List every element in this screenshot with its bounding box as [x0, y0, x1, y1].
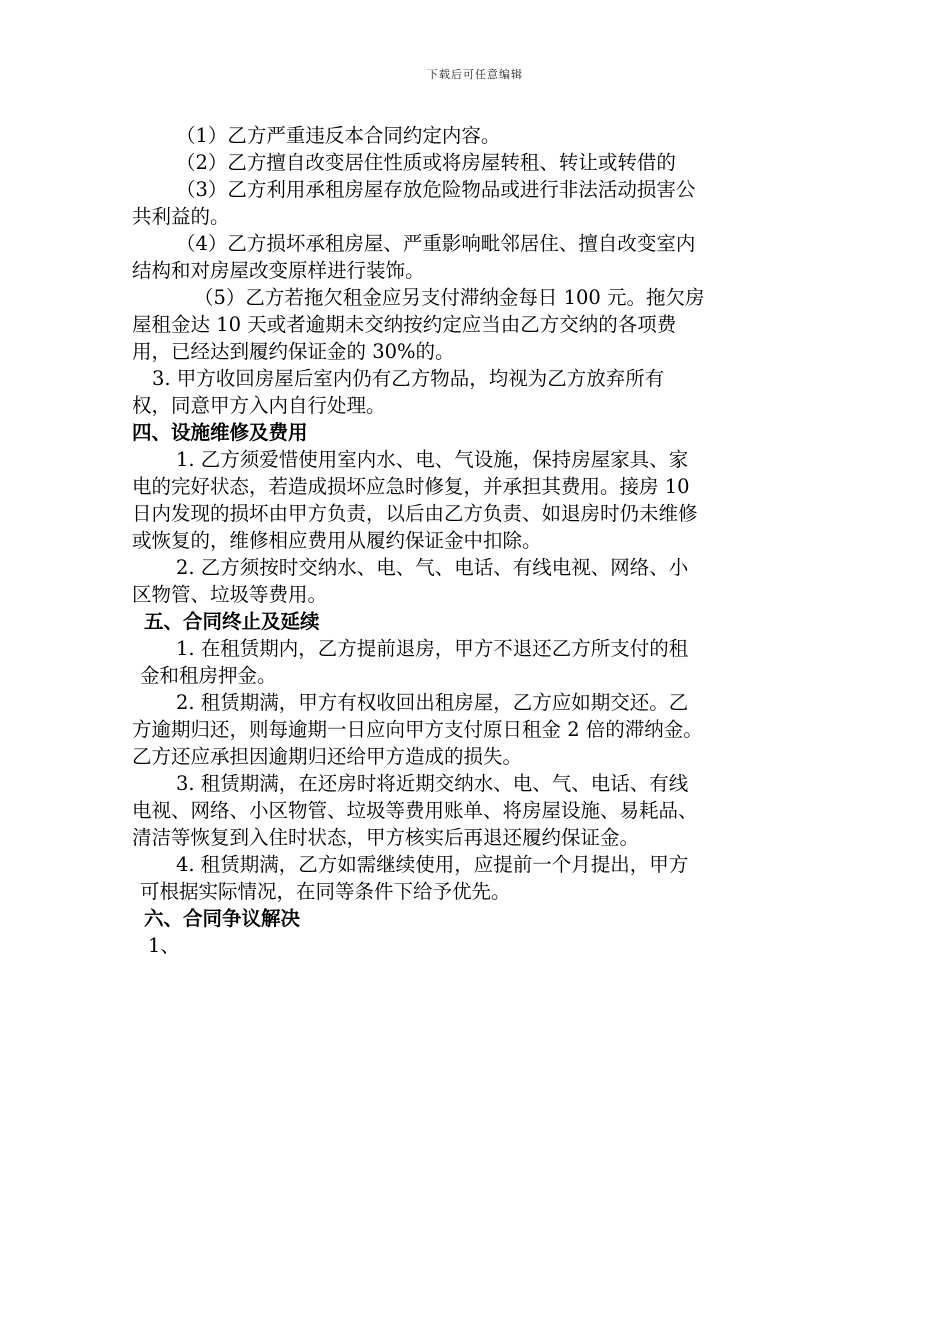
clause-line: 清洁等恢复到入住时状态，甲方核实后再退还履约保证金。 — [132, 826, 640, 849]
clause-line: 可根据实际情况，在同等条件下给予优先。 — [140, 880, 511, 903]
clause-line: 区物管、垃圾等费用。 — [132, 583, 328, 606]
clause-line: （2）乙方擅自改变居住性质或将房屋转租、转让或转借的 — [176, 151, 676, 174]
clause-line: 3. 甲方收回房屋后室内仍有乙方物品，均视为乙方放弃所有 — [152, 367, 665, 390]
clause-line: 结构和对房屋改变原样进行装饰。 — [132, 259, 425, 282]
clause-line: 4. 租赁期满，乙方如需继续使用，应提前一个月提出，甲方 — [176, 853, 689, 876]
clause-line: 1. 乙方须爱惜使用室内水、电、气设施，保持房屋家具、家 — [176, 448, 689, 471]
clause-line: 金和租房押金。 — [140, 664, 277, 687]
document-body — [132, 122, 812, 959]
clause-line: 2. 租赁期满，甲方有权收回出租房屋，乙方应如期交还。乙 — [176, 691, 689, 714]
clause-line: （3）乙方利用承租房屋存放危险物品或进行非法活动损害公 — [176, 178, 696, 201]
clause-line: （1）乙方严重违反本合同约定内容。 — [176, 124, 501, 147]
clause-line: 电的完好状态，若造成损坏应急时修复，并承担其费用。接房 10 — [132, 475, 690, 498]
clause-line: 方逾期归还，则每逾期一日应向甲方支付原日租金 2 倍的滞纳金。 — [132, 718, 703, 741]
section-heading: 六、合同争议解决 — [144, 907, 301, 930]
clause-line: 电视、网络、小区物管、垃圾等费用账单、将房屋设施、易耗品、 — [132, 799, 698, 822]
clause-line: 3. 租赁期满，在还房时将近期交纳水、电、气、电话、有线 — [176, 772, 689, 795]
clause-line: 日内发现的损坏由甲方负责，以后由乙方负责、如退房时仍未维修 — [132, 502, 698, 525]
clause-line: 1. 在租赁期内，乙方提前退房，甲方不退还乙方所支付的租 — [176, 637, 689, 660]
clause-line: 屋租金达 10 天或者逾期未交纳按约定应当由乙方交纳的各项费 — [132, 313, 677, 336]
clause-line: 乙方还应承担因逾期归还给甲方造成的损失。 — [132, 745, 523, 768]
page-header: 下载后可任意编辑 — [427, 68, 523, 81]
section-heading: 四、设施维修及费用 — [132, 421, 308, 444]
clause-line: 共利益的。 — [132, 205, 230, 228]
clause-line: 2. 乙方须按时交纳水、电、气、电话、有线电视、网络、小 — [176, 556, 689, 579]
clause-line: 用，已经达到履约保证金的 30%的。 — [132, 340, 455, 363]
clause-line: （5）乙方若拖欠租金应另支付滞纳金每日 100 元。拖欠房 — [194, 286, 705, 309]
clause-line: 或恢复的，维修相应费用从履约保证金中扣除。 — [132, 529, 542, 552]
section-heading: 五、合同终止及延续 — [144, 610, 320, 633]
clause-line: 权，同意甲方入内自行处理。 — [132, 394, 386, 417]
clause-line: （4）乙方损坏承租房屋、严重影响毗邻居住、擅自改变室内 — [176, 232, 696, 255]
clause-line: 1、 — [148, 934, 180, 957]
